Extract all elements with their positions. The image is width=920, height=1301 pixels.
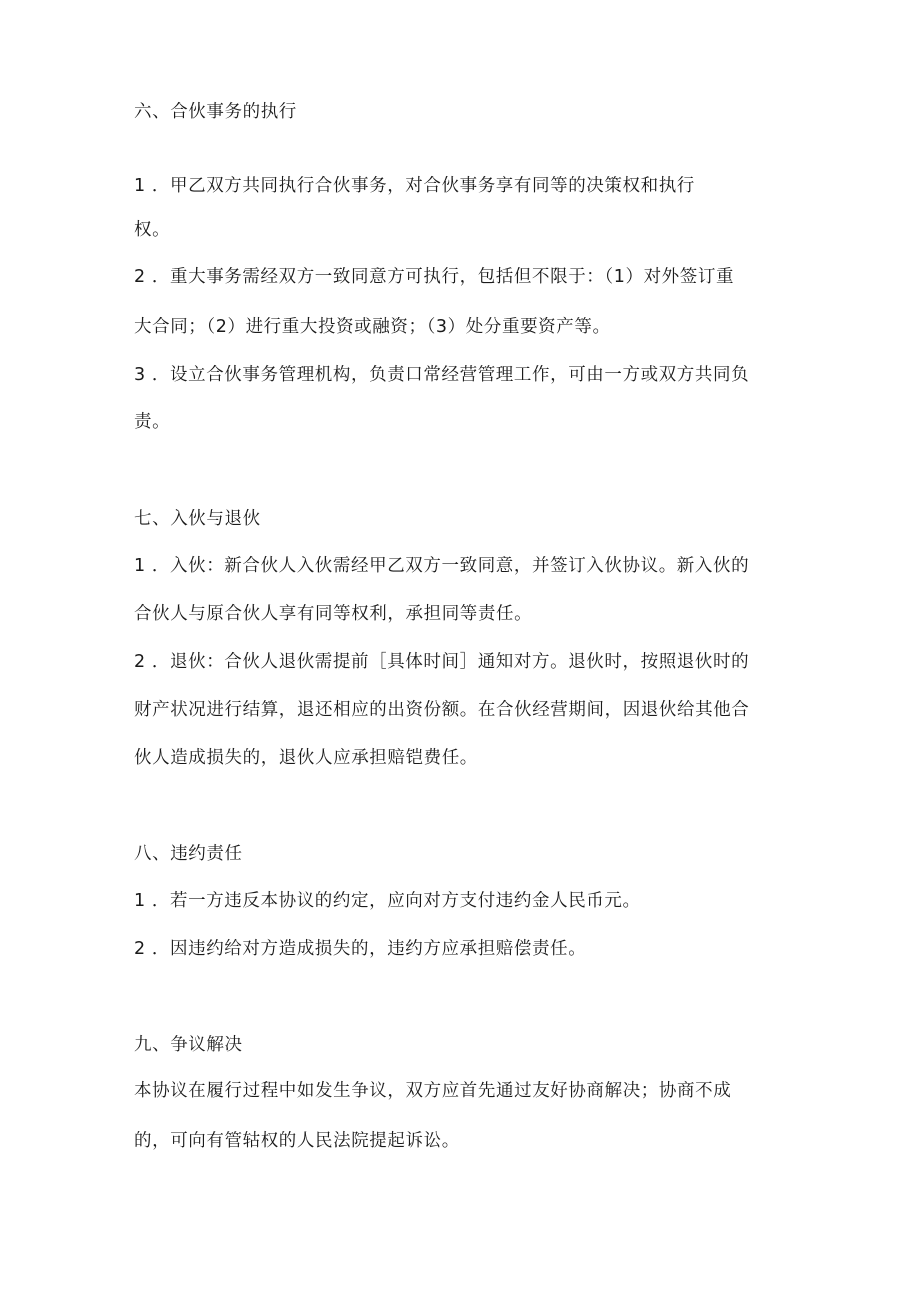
s6-item2-line1: 2 ．重大事务需经双方一致同意方可执行，包括但不限于：（1）对外签订重: [134, 267, 735, 287]
s6-item1-line1: 1 ．甲乙双方共同执行合伙事务，对合伙事务享有同等的决策权和执行: [134, 176, 695, 196]
s7-item1-line1: 1 ．入伙：新合伙人入伙需经甲乙双方一致同意，并签订入伙协议。新入伙的: [134, 556, 750, 576]
s7-item2-line2: 财产状况进行结算，退还相应的出资份额。在合伙经营期间，因退伙给其他合: [134, 700, 750, 720]
s8-item2: 2 ．因违约给对方造成损失的，违约方应承担赔偿责任。: [134, 939, 587, 959]
s6-item3-line2: 责。: [134, 412, 171, 432]
s7-item1-line2: 合伙人与原合伙人享有同等权利，承担同等责任。: [134, 604, 533, 624]
section-heading-6: 六、合伙事务的执行: [134, 102, 297, 122]
s8-item1: 1 ．若一方违反本协议的约定，应向对方支付违约金人民币元。: [134, 891, 641, 911]
section-heading-8: 八、违约责任: [134, 844, 243, 864]
section-heading-9: 九、争议解决: [134, 1035, 243, 1055]
s6-item1-line2: 权。: [134, 220, 171, 240]
s7-item2-line1: 2 ．退伙：合伙人退伙需提前［具体时间］通知对方。退伙时，按照退伙时的: [134, 652, 750, 672]
s7-item2-line3: 伙人造成损失的，退伙人应承担赔铠费任。: [134, 748, 478, 768]
s6-item3-line1: 3 ．设立合伙事务管理机构，负责口常经营管理工作，可由一方或双方共同负: [134, 365, 750, 385]
section-heading-7: 七、入伙与退伙: [134, 509, 261, 529]
s6-item2-line2: 大合同；（2）进行重大投资或融资；（3）处分重要资产等。: [134, 317, 611, 337]
s9-para-line2: 的，可向有管轱权的人民法院提起诉讼。: [134, 1131, 460, 1151]
s9-para-line1: 本协议在履行过程中如发生争议，双方应首先通过友好协商解决；协商不成: [134, 1081, 732, 1101]
